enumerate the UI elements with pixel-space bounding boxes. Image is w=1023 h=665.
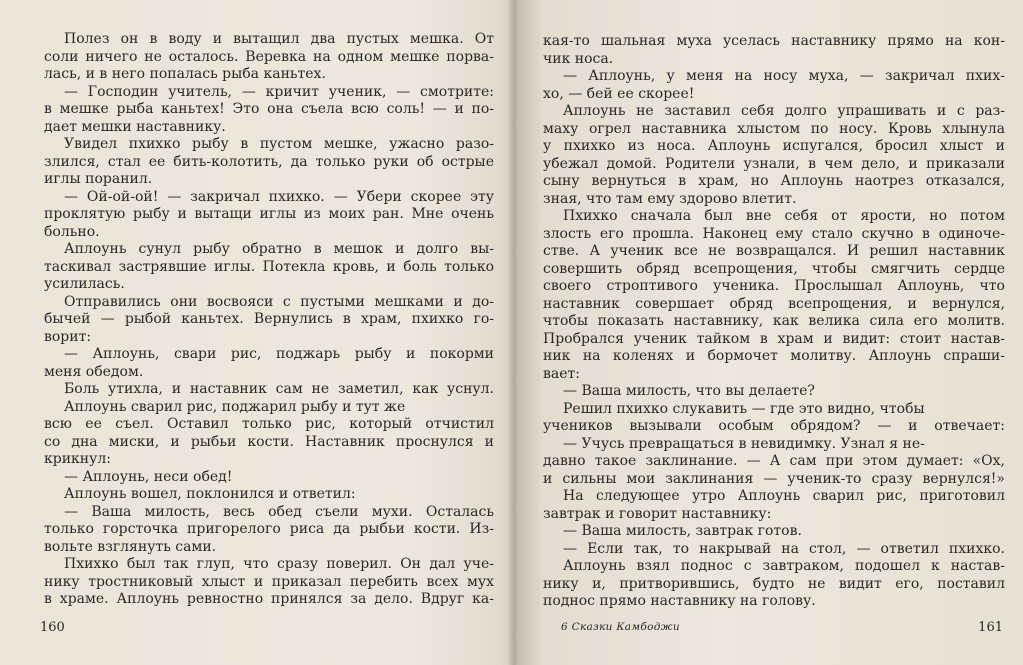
- text-line: бычей — рыбой каньтех. Вернулись в храм, пхихко го-: [44, 311, 494, 327]
- text-line: На следующее утро Аплоунь сварил рис, приготовил: [563, 488, 1005, 504]
- text-line: — Ваша милость, завтрак готов.: [563, 523, 802, 539]
- text-line: — Аплоунь, у меня на носу муха, — закричал пхих-: [563, 68, 1005, 84]
- text-line: Аплоунь вошел, поклонился и ответил:: [64, 486, 356, 502]
- text-line: — Ой-ой-ой! — закричал пхихко. — Убери скорее эту: [64, 188, 494, 205]
- text-line: всю ее съел. Оставил только рис, который отчистил: [44, 416, 494, 432]
- text-line: нику и, притворившись, будто не видит его, поставил: [543, 575, 1005, 592]
- text-line: крикнул:: [44, 451, 111, 467]
- text-line: — Аплоунь, свари рис, поджарь рыбу и покорми: [64, 346, 494, 362]
- text-line: кая-то шальная муха уселась наставнику прямо на кон-: [543, 33, 1005, 49]
- text-line: проклятую рыбу и вытащи иглы из моих ран. Мне очень: [44, 206, 494, 222]
- text-line: — Ваша милость, весь обед съели мухи. Осталась: [64, 503, 494, 520]
- text-line: Пхихко был так глуп, что сразу поверил. Он дал уче-: [64, 556, 494, 572]
- text-line: маху огрел наставника хлыстом по носу. Кровь хлынула: [543, 120, 1005, 137]
- left-page-text: [44, 31, 494, 609]
- text-line: нику тростниковый хлыст и приказал перебить всех мух: [44, 573, 494, 590]
- text-line: больно.: [44, 223, 100, 240]
- text-line: Аплоунь сварил рис, поджарил рыбу и тут же: [64, 398, 406, 415]
- text-line: злость его прошла. Наконец ему стало скучно в одиноче-: [543, 225, 1005, 242]
- left-page: [0, 0, 510, 665]
- text-line: — Учусь превращаться в невидимку. Узнал я не-: [563, 435, 925, 452]
- text-line: наставник совершает обряд всепрощения, и вернулся,: [543, 295, 1005, 312]
- text-line: в храме. Аплоунь ревностно принялся за дело. Вдруг ка-: [44, 591, 494, 607]
- right-page: [513, 0, 1023, 665]
- text-line: вает:: [543, 365, 580, 382]
- left-page-number: 160: [40, 620, 65, 635]
- text-line: у пхихко из носа. Аплоунь испугался, бросил хлыст и: [543, 138, 1005, 154]
- text-line: — Если так, то накрывай на стол, — ответил пхихко.: [563, 540, 1005, 557]
- right-page-text: [543, 33, 1005, 611]
- text-line: вольте взглянуть сами.: [44, 538, 217, 555]
- text-line: соли ничего не осталось. Веревка на одном мешке порва-: [44, 48, 494, 65]
- text-line: дает мешки наставнику.: [44, 118, 226, 135]
- text-line: злился, стал ее бить-колотить, да только руки об острые: [44, 153, 494, 170]
- text-line: Аплоунь не заставил себя долго упрашивать и с раз-: [563, 103, 1005, 119]
- text-line: таскивал застрявшие иглы. Потекла кровь, и боль только: [44, 258, 494, 275]
- text-line: со дна миски, и рыбьи кости. Наставник проснулся и: [44, 433, 494, 450]
- text-line: — Господин учитель, — кричит ученик, — смотрите:: [64, 83, 494, 100]
- text-line: и сильны мои заклинания — ученик-то сразу вернулся!»: [543, 470, 1005, 487]
- text-line: Полез он в воду и вытащил два пустых мешка. От: [64, 31, 494, 47]
- text-line: Отправились они восвояси с пустыми мешками и до-: [64, 293, 494, 310]
- text-line: зная, что там ему здорово влетит.: [543, 190, 797, 207]
- text-line: — Ваша милость, что вы делаете?: [563, 383, 815, 399]
- text-line: ворит:: [44, 328, 92, 345]
- text-line: иглы поранил.: [44, 171, 153, 187]
- text-line: чтобы показать наставнику, как велика сила его молитв.: [543, 313, 1005, 329]
- text-line: Аплоунь взял поднос с завтраком, подошел к настав-: [563, 558, 1005, 574]
- text-line: Увидел пхихко рыбу в пустом мешке, ужасно разо-: [64, 136, 494, 152]
- text-line: убежал домой. Родители узнали, в чем дело, и приказали: [543, 155, 1005, 172]
- text-line: совершить обряд всепрощения, чтобы смягчить сердце: [543, 260, 1005, 277]
- text-line: хо, — бей ее скорее!: [543, 85, 695, 102]
- text-line: поднос прямо наставнику на голову.: [543, 593, 816, 609]
- text-line: завтрак и говорит наставнику:: [543, 505, 772, 522]
- text-line: — Аплоунь, неси обед!: [64, 468, 233, 485]
- text-line: усилилась.: [44, 276, 125, 292]
- text-line: ник на коленях и бормочет молитву. Аплоунь спраши-: [543, 348, 1005, 364]
- text-line: чик носа.: [543, 50, 614, 67]
- text-line: сыну вернуться в храм, но Аплоунь наотрез отказался,: [543, 173, 1005, 189]
- text-line: Боль утихла, и наставник сам не заметил, как уснул.: [64, 381, 494, 397]
- text-line: учеников вызывали особым обрядом? — и отвечает:: [543, 418, 1005, 434]
- text-line: Аплоунь сунул рыбу обратно в мешок и долго вы-: [64, 241, 494, 257]
- text-line: Решил пхихко слукавить — где это видно, чтобы: [563, 400, 925, 417]
- text-line: меня обедом.: [44, 363, 144, 380]
- text-line: только горсточка пригорелого риса да рыбьи кости. Из-: [44, 521, 494, 537]
- text-line: стве. А ученик все не возвращался. И решил наставник: [543, 243, 1005, 259]
- text-line: в мешке рыба каньтех! Это она съела всю соль! — и по-: [44, 101, 494, 117]
- right-page-number: 161: [978, 620, 1003, 635]
- printer-signature: 6 Сказки Камбоджи: [561, 621, 680, 633]
- text-line: Пробрался ученик тайком в храм и видит: стоит настав-: [543, 330, 1005, 347]
- text-line: лась, и в него попалась рыба каньтех.: [44, 66, 326, 82]
- text-line: своего строптивого ученика. Прослышал Аплоунь, что: [543, 278, 1005, 294]
- text-line: Пхихко сначала был вне себя от ярости, но потом: [563, 208, 1005, 224]
- text-line: давно такое заклинание. — А сам при этом думает: «Ох,: [543, 453, 1005, 469]
